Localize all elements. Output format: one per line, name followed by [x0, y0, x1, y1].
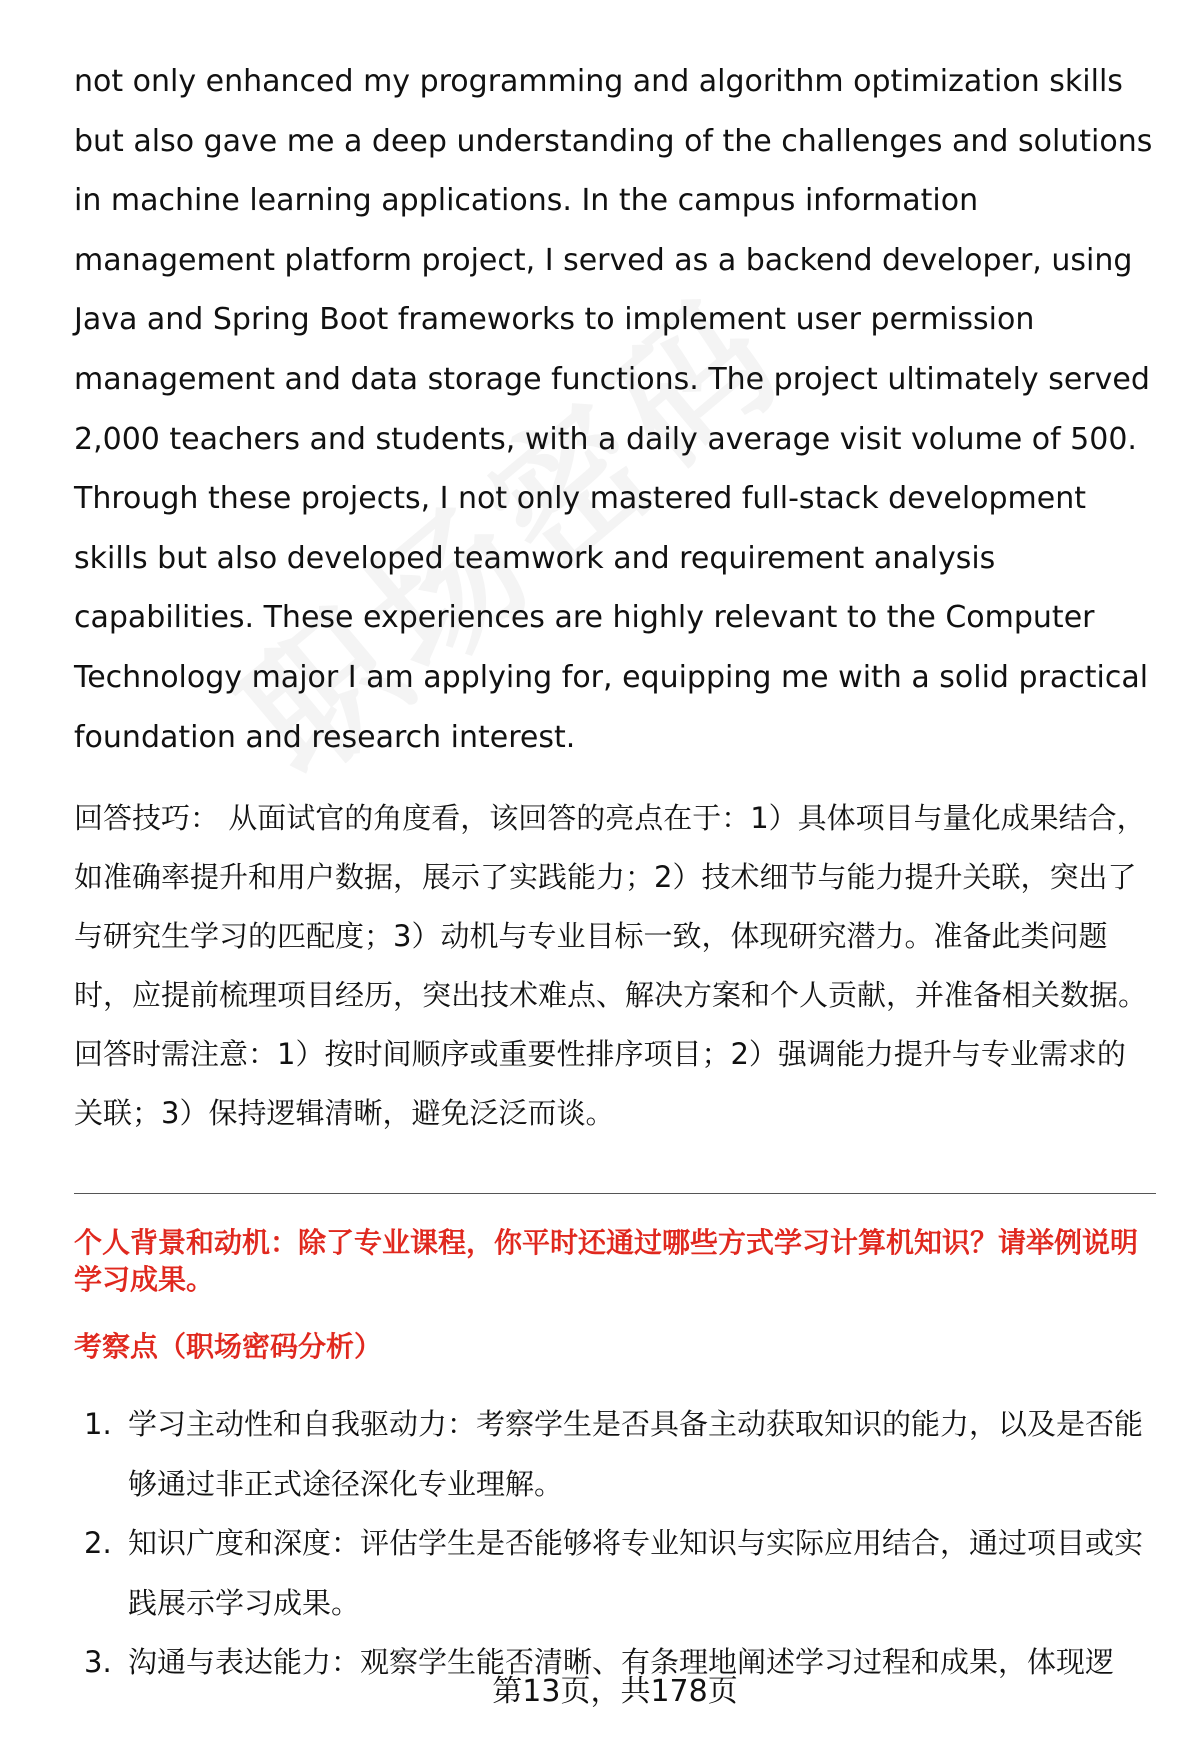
- answer-paragraph: not only enhanced my programming and algorithm optimization skills but also gave me a deep understanding of the challenges and solutions in machine learning applications. In the campus information management platform project, I served as a backend developer, using Java and Spring Boot frameworks to implement user permission management and data storage functions. The project ultimately served 2,000 teachers and students, with a daily average visit volume of 500. Through these projects, I not only mastered full-stack development skills but also developed teamwork and requirement analysis capabilities. These experiences are highly relevant to the Computer Technology major I am applying for, equipping me with a solid practical foundation and research interest.: [74, 64, 1153, 755]
- page-number-footer: 第13页，共178页: [492, 1674, 738, 1709]
- list-item: [74, 1514, 1154, 1633]
- list-item-number: 3.: [84, 1645, 112, 1680]
- page-content: [74, 52, 1154, 1693]
- answer-tip-paragraph: 回答技巧： 从面试官的角度看，该回答的亮点在于：1）具体项目与量化成果结合，如准确率提升和用户数据，展示了实践能力；2）技术细节与能力提升关联，突出了与研究生学习的匹配度；3）动机与专业目标一致，体现研究潜力。准备此类问题时，应提前梳理项目经历，突出技术难点、解决方案和个人贡献，并准备相关数据。回答时需注意：1）按时间顺序或重要性排序项目；2）强调能力提升与专业需求的关联；3）保持逻辑清晰，避免泛泛而谈。: [74, 801, 1148, 1131]
- analysis-subheading: 考察点（职场密码分析）: [74, 1330, 383, 1364]
- list-item-number: 1.: [84, 1407, 112, 1442]
- list-item-text: 沟通与表达能力：观察学生能否清晰、有条理地阐述学习过程和成果，体现逻: [128, 1645, 1115, 1680]
- list-item-number: 2.: [84, 1526, 112, 1561]
- list-item-text: 学习主动性和自我驱动力：考察学生是否具备主动获取知识的能力，以及是否能够通过非正式途径深化专业理解。: [128, 1407, 1144, 1501]
- question-heading: 个人背景和动机：除了专业课程，你平时还通过哪些方式学习计算机知识？请举例说明学习成果。: [74, 1226, 1139, 1297]
- list-item: [74, 1395, 1154, 1514]
- list-item-text: 知识广度和深度：评估学生是否能够将专业知识与实际应用结合，通过项目或实践展示学习成果。: [128, 1526, 1144, 1620]
- points-list: [74, 1395, 1154, 1693]
- section-divider: [74, 1193, 1156, 1194]
